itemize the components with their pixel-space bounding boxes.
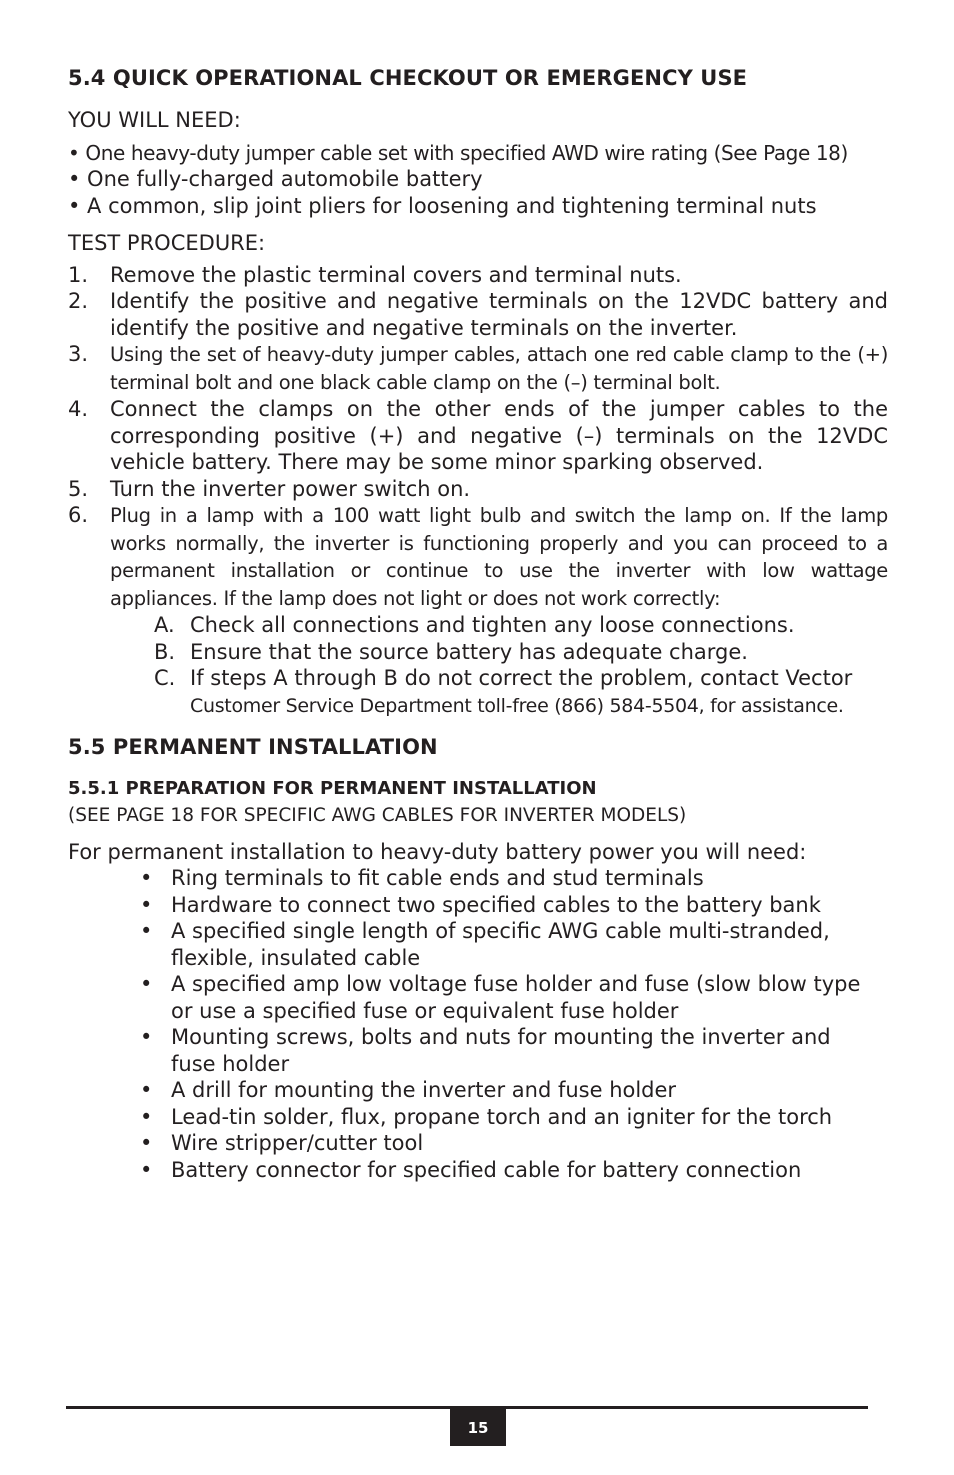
list-item: • Hardware to connect two specified cables to the battery bank: [140, 892, 821, 917]
permanent-needs-list: [68, 865, 888, 1183]
procedure-step: 3. Using the set of heavy-duty jumper cables, attach one red cable clamp to the (+) terminal bolt and one black cable clamp on the (–) terminal bolt.: [68, 342, 888, 394]
substep: C. If steps A through B do not correct the problem, contact Vector Customer Service Department toll-free (866) 584-5504, for assistance.: [154, 666, 853, 717]
procedure-step: 2. Identify the positive and negative terminals on the 12VDC battery and identify the positive and negative terminals on the inverter.: [68, 289, 888, 340]
need-item: • One fully-charged automobile battery: [68, 167, 483, 191]
list-item: • Lead-tin solder, flux, propane torch and an igniter for the torch: [140, 1104, 833, 1129]
section-5-4-heading: 5.4 QUICK OPERATIONAL CHECKOUT OR EMERGENCY USE: [68, 66, 748, 90]
procedure-step: 1. Remove the plastic terminal covers and terminal nuts.: [68, 262, 682, 287]
list-item: • Battery connector for specified cable for battery connection: [140, 1157, 802, 1182]
procedure-step: 5. Turn the inverter power switch on.: [68, 476, 471, 501]
manual-page: [68, 64, 888, 1183]
procedure-step: 4. Connect the clamps on the other ends of the jumper cables to the corresponding positive (+) and negative (–) terminals on the 12VDC vehicle battery. There may be some minor sparking observed.: [68, 397, 888, 474]
list-item: • Wire stripper/cutter tool: [140, 1131, 424, 1155]
substep: A. Check all connections and tighten any loose connections.: [154, 613, 795, 637]
need-item: • One heavy-duty jumper cable set with specified AWD wire rating (See Page 18): [68, 140, 848, 165]
you-will-need-label: YOU WILL NEED:: [68, 108, 241, 132]
test-procedure-label: TEST PROCEDURE:: [68, 231, 266, 255]
need-list: [68, 140, 888, 220]
test-procedure-list: [68, 262, 888, 613]
page-number: 15: [450, 1409, 506, 1446]
list-item: • A drill for mounting the inverter and fuse holder: [140, 1078, 677, 1102]
section-5-5-heading: 5.5 PERMANENT INSTALLATION: [68, 735, 438, 759]
permanent-intro: For permanent installation to heavy-duty battery power you will need:: [68, 839, 807, 864]
procedure-step: 6. Plug in a lamp with a 100 watt light bulb and switch the lamp on. If the lamp works normally, the inverter is functioning properly and you can proceed to a permanent installation or continue to use the inverter with low wattage appliances. If the lamp does not light or does not work correctly:: [68, 503, 888, 610]
substep: B. Ensure that the source battery has adequate charge.: [154, 639, 748, 664]
list-item: • Mounting screws, bolts and nuts for mounting the inverter and fuse holder: [140, 1025, 831, 1076]
awg-note: (SEE PAGE 18 FOR SPECIFIC AWG CABLES FOR INVERTER MODELS): [68, 805, 687, 826]
need-item: • A common, slip joint pliers for loosening and tightening terminal nuts: [68, 193, 817, 218]
section-5-5-1-heading: 5.5.1 PREPARATION FOR PERMANENT INSTALLATION: [68, 778, 597, 799]
troubleshoot-substeps: [68, 612, 888, 719]
list-item: • A specified single length of specific AWG cable multi-stranded, flexible, insulated cable: [140, 919, 830, 970]
list-item: • A specified amp low voltage fuse holder and fuse (slow blow type or use a specified fuse or equivalent fuse holder: [140, 972, 861, 1023]
list-item: • Ring terminals to fit cable ends and stud terminals: [140, 866, 704, 890]
